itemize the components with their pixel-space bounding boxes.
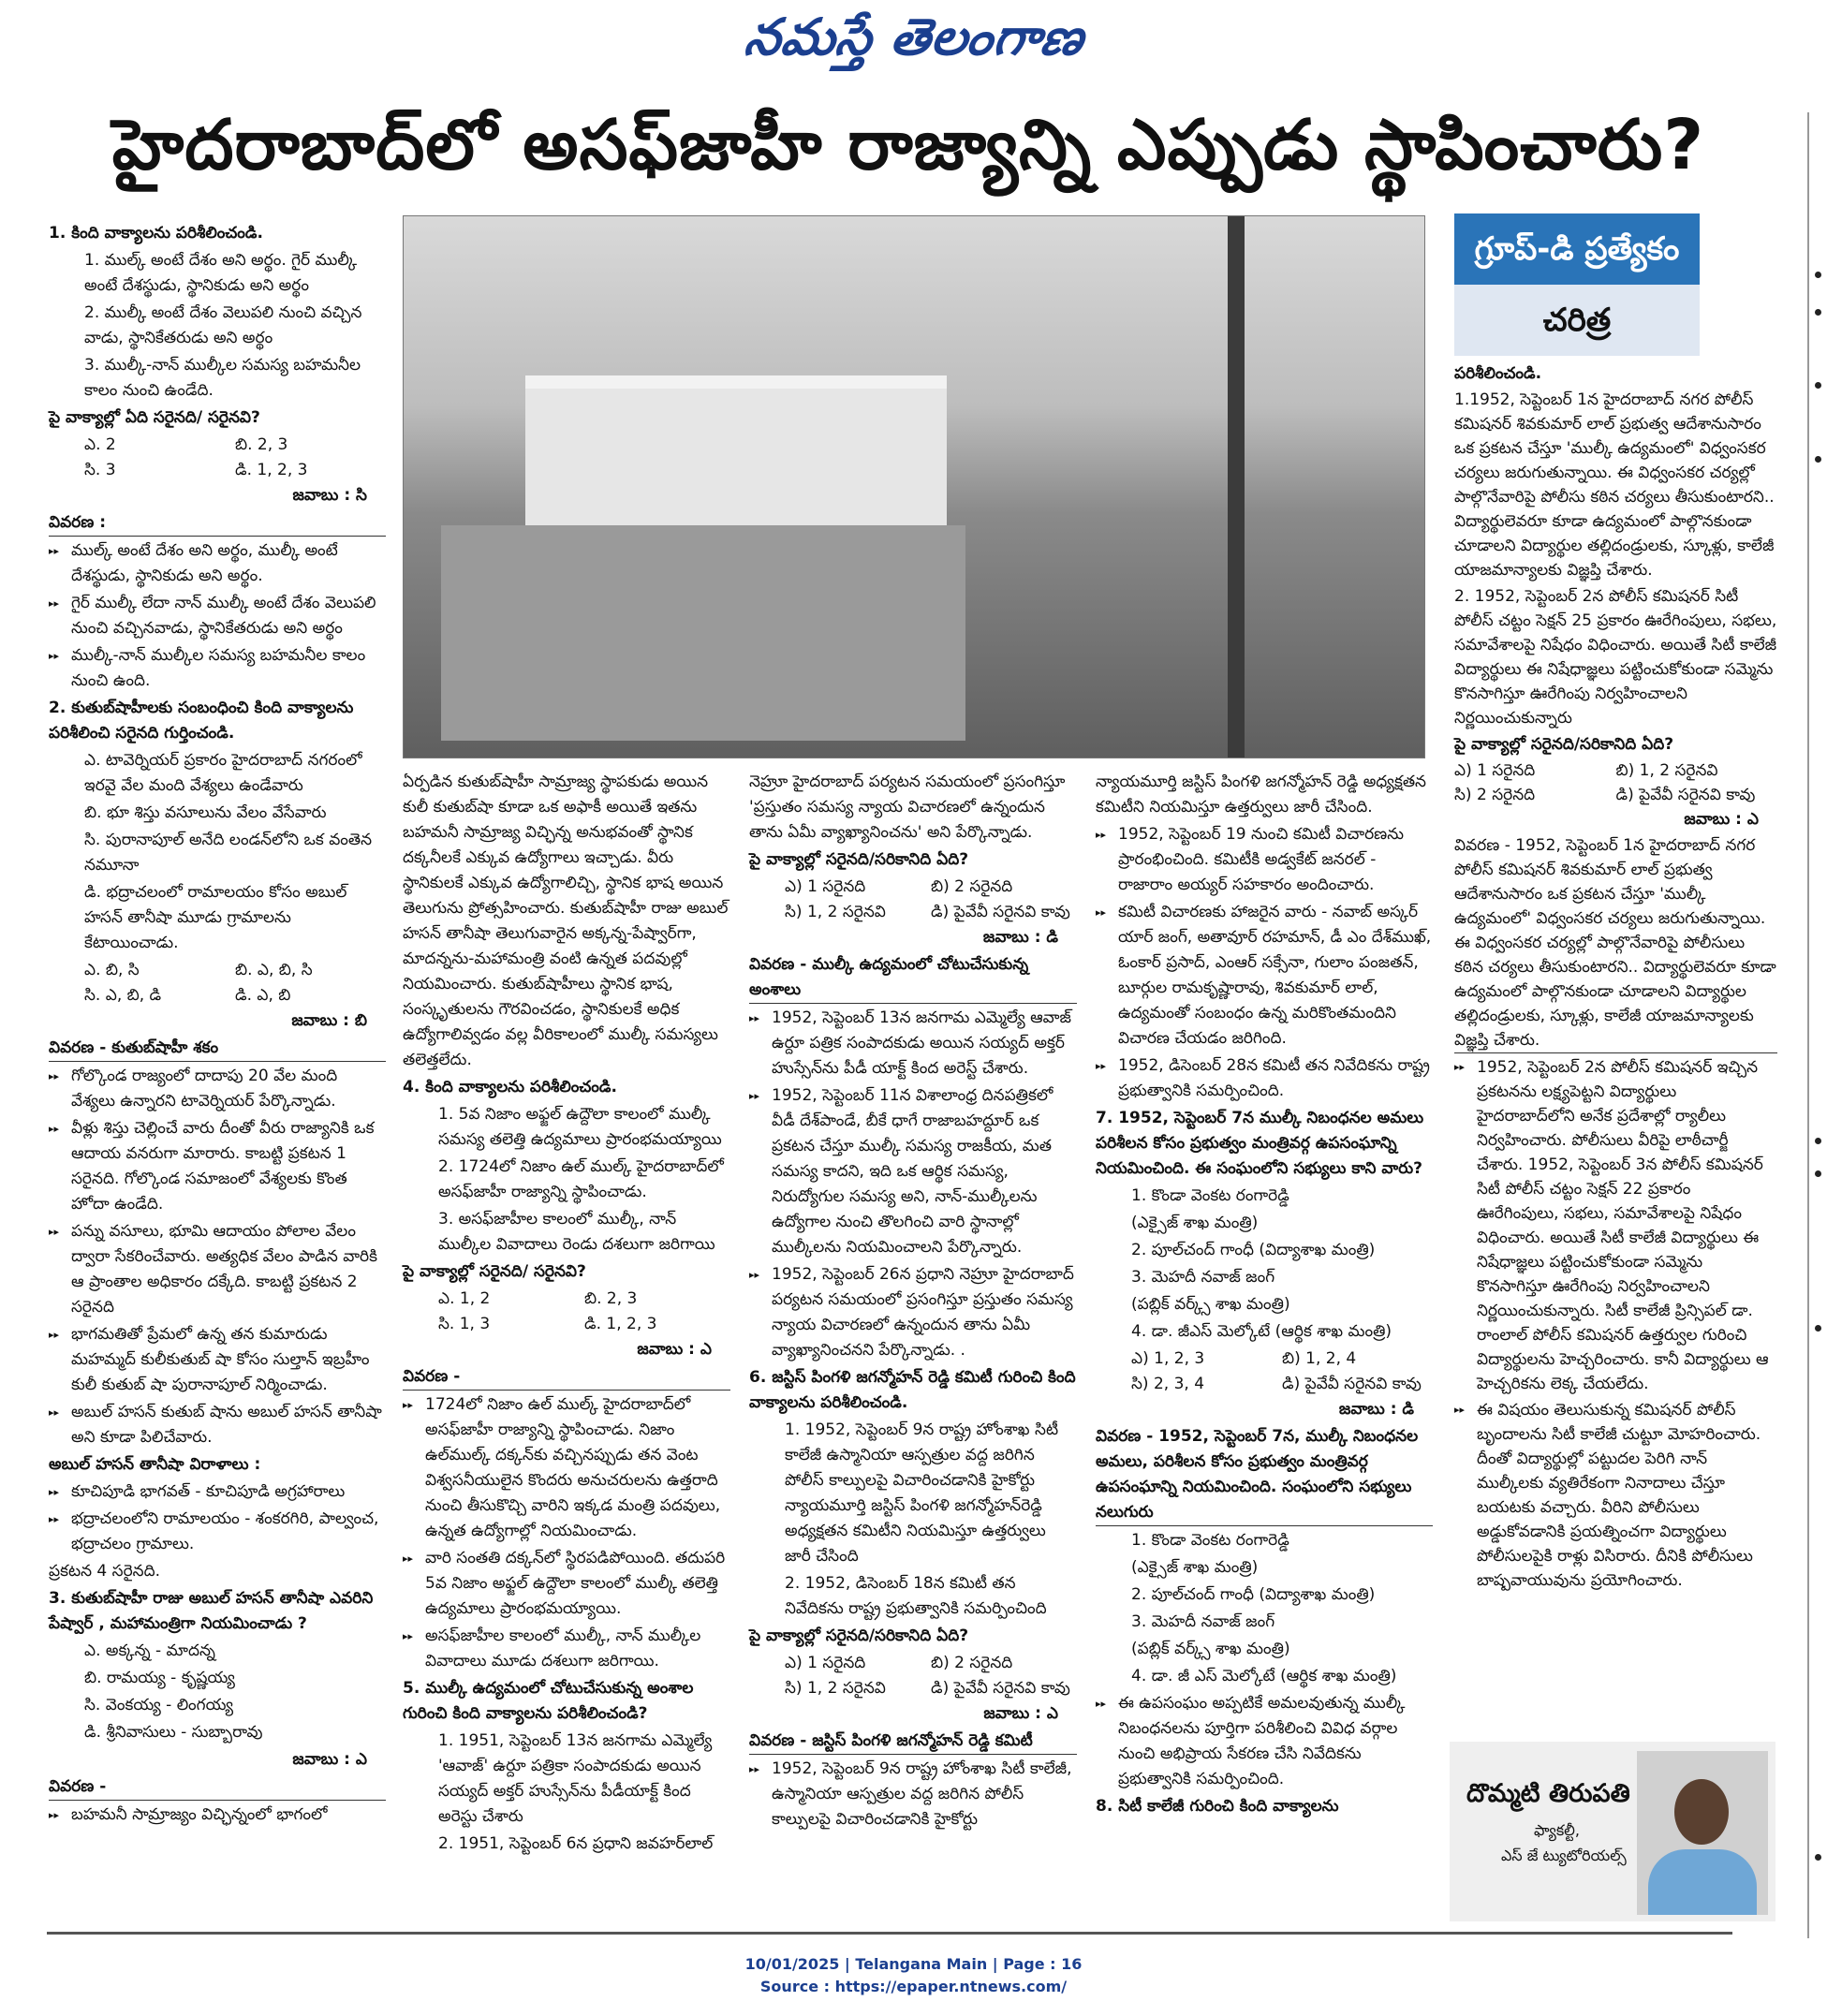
option: బి. ఎ, బి, సి bbox=[235, 961, 313, 979]
author-organization: ఎస్ జే ట్యుటోరియల్స్ bbox=[1501, 1847, 1627, 1864]
option: ఎ) 1, 2, 3 bbox=[1131, 1349, 1205, 1368]
statement: 4. డా. జీఎస్ మెల్కోటే (ఆర్థిక శాఖ మంత్రి) bbox=[1131, 1322, 1392, 1341]
author-photo-shirt bbox=[1648, 1849, 1757, 1915]
explanation-point: ▸▸ భద్రాచలంలోని రామాలయం - శంకరగిరి, పాల్వంచ, భద్రాచలం గ్రామాలు. bbox=[49, 1507, 386, 1557]
question-5: 5. ముల్కీ ఉద్యమంలో చోటుచేసుకున్న అంశాల గురించి కింది వాక్యాలను పరిశీలించండి? bbox=[403, 1679, 694, 1723]
explanation-point: ▸▸ 1952, సెప్టెంబర్ 13న జనగామ ఎమ్మెల్యే ఆవాజ్ ఉర్దూ పత్రిక సంపాదకుడు అయిన సయ్యద్ అక్తర్ హుస్సేన్‌ను పీడీ యాక్ట్ కింద అరెస్ట్ చేశారు. bbox=[749, 1006, 1077, 1082]
explanation-point: ▸▸ ముల్కీ-నాన్ ముల్కీల సమస్య బహమనీల కాలం నుంచి ఉంది. bbox=[49, 643, 386, 694]
options-row bbox=[49, 458, 386, 483]
option: డి. శ్రీనివాసులు - సుబ్బారావు bbox=[84, 1723, 263, 1742]
statement: 2. 1952, డిసెంబర్ 18న కమిటీ తన నివేదికను రాష్ట్ర ప్రభుత్వానికి సమర్పించింది bbox=[785, 1574, 1047, 1618]
option: సి) 1, 2 సరైనవి bbox=[785, 903, 886, 921]
options-row bbox=[1454, 783, 1777, 807]
explanation-point: ▸▸ గోల్కొండ రాజ్యంలో దాదాపు 20 వేల మంది వేశ్యలు ఉన్నారని టావెర్నియర్ పేర్కొన్నాడు. bbox=[49, 1064, 386, 1114]
options-row bbox=[749, 1676, 1077, 1701]
statement: 1. ముల్క్ అంటే దేశం అని అర్థం. గైర్ ముల్కీ అంటే దేశస్థుడు, స్థానికుడు అని అర్థం bbox=[84, 251, 358, 295]
statement: 2. 1951, సెప్టెంబర్ 6న ప్రధాని జవహర్‌లాల్ bbox=[438, 1834, 714, 1853]
options-row bbox=[403, 1287, 730, 1312]
edge-bullet bbox=[1815, 382, 1821, 389]
option: డి. 1, 2, 3 bbox=[584, 1315, 657, 1333]
question-prompt: పై వాక్యాల్లో సరైనది/సరికానిది ఏది? bbox=[1454, 735, 1674, 754]
edge-bullet bbox=[1815, 1138, 1821, 1144]
option: బి) 2 సరైనది bbox=[931, 877, 1013, 896]
column-3 bbox=[749, 770, 1077, 1834]
option: సి. 3 bbox=[84, 461, 116, 479]
explanation-point: ▸▸ 1952, సెప్టెంబర్ 19 నుంచి కమిటీ విచారణను ప్రారంభించింది. కమిటీకి అడ్వకేట్ జనరల్ - రాజారాం అయ్యర్ సహకారం అందించారు. bbox=[1096, 822, 1433, 898]
statement: డి. భద్రాచలంలో రామాలయం కోసం అబుల్ హసన్ తానీషా మూడు గ్రామాలను కేటాయించాడు. bbox=[84, 883, 347, 952]
question-4: 4. కింది వాక్యాలను పరిశీలించండి. bbox=[403, 1078, 617, 1096]
option: బి. 2, 3 bbox=[235, 435, 288, 454]
option: సి. ఎ, బి, డి bbox=[84, 986, 162, 1005]
masthead-logo: నమస్తే తెలంగాణ bbox=[741, 7, 1088, 66]
edge-bullet bbox=[1815, 309, 1821, 316]
options-row bbox=[49, 433, 386, 458]
option: సి. 1, 3 bbox=[438, 1315, 491, 1333]
column-5 bbox=[1454, 361, 1777, 1595]
edge-bullet bbox=[1815, 1170, 1821, 1177]
statement: 3. ముల్కీ-నాన్ ముల్కీల సమస్య బహమనీల కాలం నుంచి ఉండేది. bbox=[84, 356, 361, 400]
explanation-point: ▸▸ గైర్ ముల్కీ లేదా నాన్ ముల్కీ అంటే దేశం వెలుపలి నుంచి వచ్చినవాడు, స్థానికేతరుడు అని అర్థం bbox=[49, 591, 386, 641]
answer: జవాబు : డి bbox=[982, 928, 1058, 947]
column-4 bbox=[1096, 770, 1433, 1821]
explanation-point: ▸▸ అబుల్ హసన్ కుతుబ్ షాను అబుల్ హసన్ తానీషా అని కూడా పిలిచేవారు. bbox=[49, 1400, 386, 1450]
edge-bullet bbox=[1815, 456, 1821, 463]
explanation-point: ▸▸ అసఫ్‌జాహీల కాలంలో ముల్కీ, నాన్ ముల్కీల వివాదాలు మూడు దశలుగా జరిగాయి. bbox=[403, 1624, 730, 1674]
edge-bullet bbox=[1815, 1854, 1821, 1861]
explanation-point: ▸▸ బహమనీ సామ్రాజ్యం విచ్ఛిన్నంలో భాగంలో bbox=[49, 1803, 386, 1828]
page-headline: హైదరాబాద్‌లో అసఫ్‌జాహీ రాజ్యాన్ని ఎప్పుడు స్థాపించారు? bbox=[111, 105, 1705, 185]
statement: 4. డా. జీ ఎస్ మెల్కోటే (ఆర్థిక శాఖ మంత్రి) bbox=[1131, 1667, 1397, 1685]
question-prompt: పై వాక్యాల్లో సరైనది/ సరైనవి? bbox=[403, 1262, 586, 1281]
option: బి) 1, 2 సరైనవి bbox=[1615, 761, 1718, 780]
statement: 2. 1952, సెప్టెంబర్ 2న పోలీస్ కమిషనర్ సిటీ పోలీస్ చట్టం సెక్షన్ 25 ప్రకారం ఊరేగింపులు, సభలు, సమావేశాలపై నిషేధం విధించారు. అయితే సిటీ కాలేజీ విద్యార్థులు ఈ నిషేధాజ్ఞలు పట్టించుకోకుండా సమ్మెను కొనసాగిస్తూ ఊరేగింపు నిర్వహించాలని నిర్ణయించుకున్నారు bbox=[1454, 587, 1777, 728]
options-row bbox=[49, 983, 386, 1008]
question-7: 7. 1952, సెప్టెంబర్ 7న ముల్కీ నిబంధనల అమలు పరిశీలన కోసం ప్రభుత్వం మంత్రివర్గ ఉపసంఘాన్ని నియమించింది. ఈ సంఘంలోని సభ్యులు కాని వారు? bbox=[1096, 1109, 1424, 1178]
author-name: దొమ్మటి తిరుపతి bbox=[1466, 1779, 1630, 1808]
statement: 2. ముల్కీ అంటే దేశం వెలుపలి నుంచి వచ్చిన వాడు, స్థానికేతరుడు అని అర్థం bbox=[84, 303, 362, 347]
explanation-heading: వివరణ - ముల్కీ ఉద్యమంలో చోటుచేసుకున్న అంశాలు bbox=[749, 952, 1077, 1004]
paragraph: నెహ్రూ హైదరాబాద్ పర్యటన సమయంలో ప్రసంగిస్తూ 'ప్రస్తుతం సమస్య న్యాయ విచారణలో ఉన్నందున తాను ఏమీ వ్యాఖ్యానించను' అని పేర్కొన్నాడు. bbox=[749, 773, 1066, 842]
statement: (ఎక్సైజ్ శాఖ మంత్రి) bbox=[1131, 1214, 1259, 1232]
options-row bbox=[1454, 758, 1777, 783]
explanation-heading: వివరణ - 1952, సెప్టెంబర్ 1న హైదరాబాద్ నగర పోలీస్ కమిషనర్ శివకుమార్ లాల్ ప్రభుత్వ ఆదేశానుసారం ఒక ప్రకటన చేస్తూ 'ముల్కీ ఉద్యమంలో' విధ్వంసకర చర్యలు జరుగుతున్నాయి. ఈ విధ్వంసకర చర్యల్లో పాల్గొనేవారిపై పోలీసులు కఠిన చర్యలు తీసుకుంటారని.. విద్యార్థులెవరూ కూడా ఉద్యమంలో పాల్గొనకుండా చూడాలని విద్యార్థుల తల్లిదండ్రులకు, స్కూళ్లు, కాలేజీ యాజమాన్యాలకు విజ్ఞప్తి చేశారు. bbox=[1454, 833, 1777, 1053]
paragraph: న్యాయమూర్తి జస్టిస్ పింగళి జగన్మోహన్ రెడ్డి అధ్యక్షతన కమిటీని నియమిస్తూ ఉత్తర్వులు జారీ చేసింది. bbox=[1096, 773, 1426, 817]
options-row bbox=[749, 875, 1077, 900]
option: డి) పైవేవీ సరైనవి కావు bbox=[1282, 1375, 1422, 1393]
explanation-point: ▸▸ 1952, సెప్టెంబర్ 11న విశాలాంధ్ర దినపత్రికలో వీడీ దేశ్‌పాండే, బీకే ధాగే రాజాబహద్దూర్ ఒక ప్రకటన చేస్తూ ముల్కీ సమస్య రాజకీయ, మత సమస్య కాదని, ఇది ఒక ఆర్థిక సమస్య, నిరుద్యోగుల సమస్య అని, నాన్-ముల్కీలను ఉద్యోగాల నుంచి తొలగించి వారి స్థానాల్లో ముల్కీలను నియమించాలని పేర్కొన్నారు. bbox=[749, 1083, 1077, 1260]
option: బి. 2, 3 bbox=[584, 1289, 638, 1308]
question-prompt: పై వాక్యాల్లో సరైనది/సరికానిది ఏది? bbox=[749, 1626, 969, 1645]
paragraph: పరిశీలించండి. bbox=[1454, 364, 1542, 383]
statement: 2. పూల్‌చంద్ గాంధీ (విద్యాశాఖ మంత్రి) bbox=[1131, 1241, 1376, 1259]
answer: జవాబు : బి bbox=[291, 1011, 367, 1030]
explanation-point: ▸▸ 1952, సెప్టెంబర్ 26న ప్రధాని నెహ్రూ హైదరాబాద్ పర్యటన సమయంలో ప్రసంగిస్తూ ప్రస్తుతం సమస్య న్యాయ విచారణలో ఉన్నందున తాను ఏమీ వ్యాఖ్యానించనని పేర్కొన్నాడు. . bbox=[749, 1262, 1077, 1363]
explanation-point: ▸▸ ఈ ఉపసంఘం అప్పటికే అమలవుతున్న ముల్కీ నిబంధనలను పూర్తిగా పరిశీలించి వివిధ వర్గాల నుంచి అభిప్రాయ సేకరణ చేసి నివేదికను ప్రభుత్వానికి సమర్పించింది. bbox=[1096, 1691, 1433, 1792]
option: డి) పైవేవీ సరైనవి కావు bbox=[1615, 786, 1756, 804]
statement: ఎ. టావెర్నియర్ ప్రకారం హైదరాబాద్ నగరంలో ఇరవై వేల మంది వేశ్యలు ఉండేవారు bbox=[84, 751, 362, 795]
reflecting-pool bbox=[441, 525, 965, 741]
explanation-point: ▸▸ పన్ను వసూలు, భూమి ఆదాయం పోలాల వేలం ద్వారా సేకరించేవారు. అత్యధిక వేలం పాడిన వారికి ఆ ప్రాంతాల అధికారం దక్కేది. కాబట్టి ప్రకటన 2 సరైనది bbox=[49, 1219, 386, 1320]
author-role: ఫ్యాకల్టీ, bbox=[1534, 1821, 1580, 1839]
question-6: 6. జస్టిస్ పింగళి జగన్మోహన్ రెడ్డి కమిటీ గురించి కింది వాక్యాలను పరిశీలించండి. bbox=[749, 1368, 1076, 1412]
explanation-heading: వివరణ - 1952, సెప్టెంబర్ 7న, ముల్కీ నిబంధనల అమలు, పరిశీలన కోసం ప్రభుత్వం మంత్రివర్గ ఉపసంఘాన్ని నియమించింది. సంఘంలోని సభ్యులు నలుగురు bbox=[1096, 1424, 1433, 1526]
option: ఎ. 2 bbox=[84, 435, 116, 454]
option: ఎ) 1 సరైనది bbox=[1454, 761, 1536, 780]
options-row bbox=[49, 958, 386, 983]
explanation-point: ▸▸ వారి సంతతి దక్కన్‌లో స్థిరపడిపోయింది. తదుపరి 5వ నిజాం అఫ్జల్ ఉద్దౌలా కాలంలో ముల్కీ తలెత్తి ఉద్యమాలు ప్రారంభమయ్యాయి. bbox=[403, 1546, 730, 1622]
option: బి) 2 సరైనది bbox=[931, 1654, 1013, 1672]
statement: (పబ్లిక్ వర్క్స్ శాఖ మంత్రి) bbox=[1131, 1295, 1290, 1314]
statement: 1.1952, సెప్టెంబర్ 1న హైదరాబాద్ నగర పోలీస్ కమిషనర్ శివకుమార్ లాల్ ప్రభుత్వ ఆదేశానుసారం ఒక ప్రకటన చేస్తూ 'ముల్కీ ఉద్యమంలో' విధ్వంసకర చర్యలు జరుగుతున్నాయి. ఈ విధ్వంసకర చర్యల్లో పాల్గొనేవారిపై పోలీసు కఠిన చర్యలు తీసుకుంటారని.. విద్యార్థులెవరూ కూడా ఉద్యమంలో పాల్గొనకుండా చూడాలని విద్యార్థుల తల్లిదండ్రులకు, స్కూళ్లు, కాలేజీ యాజమాన్యాలకు విజ్ఞప్తి చేశారు. bbox=[1454, 390, 1775, 580]
option: ఎ) 1 సరైనది bbox=[785, 1654, 866, 1672]
statement: 1. 1951, సెప్టెంబర్ 13న జనగామ ఎమ్మెల్యే 'ఆవాజ్' ఉర్దూ పత్రికా సంపాదకుడు అయిన సయ్యద్ అక్తర్ హుస్సేన్‌ను పీడీయాక్ట్ కింద అరెస్టు చేశారు bbox=[438, 1731, 713, 1826]
explanation-heading: వివరణ - bbox=[403, 1364, 730, 1391]
option: డి) పైవేవీ సరైనవి కావు bbox=[931, 903, 1070, 921]
explanation-heading: వివరణ - bbox=[49, 1774, 386, 1801]
masthead bbox=[0, 7, 1827, 80]
options-row bbox=[1096, 1372, 1433, 1397]
option: సి) 2, 3, 4 bbox=[1131, 1375, 1205, 1393]
group-d-special-badge: గ్రూప్-డి ప్రత్యేకం bbox=[1454, 213, 1700, 285]
explanation-point: ▸▸ కూచిపూడి భాగవత్ - కూచిపూడి అగ్రహారాలు bbox=[49, 1479, 386, 1505]
footer-source: Source : https://epaper.ntnews.com/ bbox=[759, 1978, 1068, 1995]
explanation-subheading: అబుల్ హసన్ తానీషా విరాళాలు : bbox=[49, 1455, 261, 1474]
option: డి. 1, 2, 3 bbox=[235, 461, 308, 479]
options-row bbox=[1096, 1346, 1433, 1372]
options-row bbox=[749, 900, 1077, 925]
options-row bbox=[749, 1651, 1077, 1676]
option: బి) 1, 2, 4 bbox=[1282, 1349, 1357, 1368]
explanation-heading: వివరణ - కుతుబ్‌షాహీ శకం bbox=[49, 1036, 386, 1062]
statement: 3. మెహదీ నవాజ్ జంగ్ bbox=[1131, 1612, 1275, 1631]
option: డి) పైవేవీ సరైనవి కావు bbox=[931, 1679, 1070, 1698]
answer: జవాబు : డి bbox=[1338, 1400, 1414, 1419]
statement: సి. పురానాపూల్ అనేది లండన్‌లోని ఒక వంతెన నమూనా bbox=[84, 831, 373, 875]
explanation-heading: వివరణ : bbox=[49, 510, 386, 537]
question-prompt: పై వాక్యాల్లో సరైనది/సరికానిది ఏది? bbox=[749, 850, 969, 869]
footer-divider bbox=[47, 1932, 1732, 1935]
author-photo-head bbox=[1674, 1779, 1729, 1845]
question-3: 3. కుతుబ్‌షాహీ రాజు అబుల్ హసన్ తానీషా ఎవరిని పేష్వార్ , మహామంత్రిగా నియమించాడు ? bbox=[49, 1589, 374, 1633]
explanation-point: ప్రకటన 4 సరైనది. bbox=[49, 1562, 160, 1581]
option: ఎ. 1, 2 bbox=[438, 1289, 491, 1308]
explanation-heading: వివరణ - జస్టిస్ పింగళి జగన్మోహన్ రెడ్డి కమిటీ bbox=[749, 1729, 1077, 1755]
statement: 2. పూల్‌చంద్ గాంధీ (విద్యాశాఖ మంత్రి) bbox=[1131, 1585, 1376, 1604]
option: సి. వెంకయ్య - లింగయ్య bbox=[84, 1696, 234, 1714]
question-1: 1. కింది వాక్యాలను పరిశీలించండి. bbox=[49, 224, 263, 243]
edge-bullet bbox=[1815, 1325, 1821, 1332]
historic-palace-photo bbox=[403, 215, 1425, 758]
answer: జవాబు : ఎ bbox=[1684, 810, 1759, 829]
option: డి. ఎ, బి bbox=[235, 986, 291, 1005]
answer: జవాబు : ఎ bbox=[637, 1340, 712, 1359]
statement: (పబ్లిక్ వర్క్స్ శాఖ మంత్రి) bbox=[1131, 1640, 1290, 1658]
statement: 1. 1952, సెప్టెంబర్ 9న రాష్ట్ర హోంశాఖ సిటీ కాలేజీ ఉస్మానియా ఆస్పత్రుల వద్ద జరిగిన పోలీస్ కాల్పులపై విచారించడానికి హైకోర్టు న్యాయమూర్తి జస్టిస్ పింగళి జగన్మోహన్‌రెడ్డి అధ్యక్షతన కమిటీని నియమిస్తూ ఉత్తర్వులు జారీ చేసింది bbox=[785, 1420, 1059, 1566]
answer: జవాబు : ఎ bbox=[292, 1750, 367, 1769]
option: సి) 1, 2 సరైనవి bbox=[785, 1679, 886, 1698]
explanation-point: ▸▸ 1952, డిసెంబర్ 28న కమిటీ తన నివేదికను రాష్ట్ర ప్రభుత్వానికి సమర్పించింది. bbox=[1096, 1053, 1433, 1104]
statement: 1. 5వ నిజాం అఫ్జల్ ఉద్దౌలా కాలంలో ముల్కీ సమస్య తలెత్తి ఉద్యమాలు ప్రారంభమయ్యాయి bbox=[438, 1105, 722, 1149]
explanation-point: ▸▸ 1952, సెప్టెంబర్ 2న పోలీస్ కమిషనర్ ఇచ్చిన ప్రకటనను లక్ష్యపెట్టని విద్యార్థులు హైదరాబాద్‌లోని అనేక ప్రదేశాల్లో ర్యాలీలు నిర్వహించారు. పోలీసులు వీరిపై లాఠీచార్జీ చేశారు. 1952, సెప్టెంబర్ 3న పోలీస్ కమిషనర్ సిటీ పోలీస్ చట్టం సెక్షన్ 22 ప్రకారం ఊరేగింపులు, సభలు, సమావేశాలపై నిషేధం విధించారు. అయితే సిటీ కాలేజీ విద్యార్థులు ఈ నిషేధాజ్ఞలు పట్టించుకోకుండా సమ్మెను కొనసాగిస్తూ ఊరేగింపు నిర్వహించాలని నిర్ణయించుకున్నారు. సిటీ కాలేజీ ప్రిన్సిపల్ డా. రాంలాల్ పోలీస్ కమిషనర్ ఉత్తర్వుల గురించి విద్యార్థులను హెచ్చరించారు. కానీ విద్యార్థులు ఆ హెచ్చరికను లెక్క చేయలేదు. bbox=[1454, 1055, 1777, 1396]
answer: జవాబు : సి bbox=[292, 486, 367, 505]
question-2: 2. కుతుబ్‌షాహీలకు సంబంధించి కింది వాక్యాలను పరిశీలించి సరైనది గుర్తించండి. bbox=[49, 699, 354, 743]
explanation-point: ▸▸ 1724లో నిజాం ఉల్ ముల్క్ హైదరాబాద్‌లో అసఫ్‌జాహీ రాజ్యాన్ని స్థాపించాడు. నిజాం ఉల్‌ముల్క్ దక్కన్‌కు వచ్చినప్పుడు తన వెంట విశ్వసనీయులైన కొందరు అనుచరులను ఉత్తరాది నుంచి తీసుకొచ్చి వారిని ఇక్కడ మంత్రి పదవులు, ఉన్నత ఉద్యోగాల్లో నియమించాడు. bbox=[403, 1392, 730, 1544]
column-1 bbox=[49, 221, 386, 1830]
footer-edition: 10/01/2025 | Telangana Main | Page : 16 bbox=[744, 1955, 1083, 1973]
explanation-point: ▸▸ ముల్క్ అంటే దేశం అని అర్థం, ముల్కీ అంటే దేశస్థుడు, స్థానికుడు అని అర్థం. bbox=[49, 538, 386, 589]
statement: 3. మెహదీ నవాజ్ జంగ్ bbox=[1131, 1268, 1275, 1287]
column-2 bbox=[403, 770, 730, 1859]
statement: 1. కొండా వెంకట రంగారెడ్డి bbox=[1131, 1186, 1289, 1205]
explanation-point: ▸▸ భాగమతితో ప్రేమలో ఉన్న తన కుమారుడు మహమ్మద్ కులీకుతుబ్ షా కోసం సుల్తాన్ ఇబ్రహీం కులీ కుతుబ్ షా పురానాపూల్ నిర్మించాడు. bbox=[49, 1322, 386, 1398]
statement: బి. భూ శిస్తు వసూలును వేలం వేసేవారు bbox=[84, 803, 327, 822]
question-8: 8. సిటీ కాలేజీ గురించి కింది వాక్యాలను bbox=[1096, 1797, 1339, 1816]
explanation-point: ▸▸ కమిటీ విచారణకు హాజరైన వారు - నవాబ్ అస్కర్ యార్ జంగ్, అతావూర్ రహమాన్, డీ ఎం దేశ్‌ముఖ్, ఓంకార్ ప్రసాద్, ఎంఆర్ సక్సేనా, గులాం పంజతన్, బూర్గుల రామకృష్ణారావు, శివకుమార్ లాల్, ఉద్యమంతో సంబంధం ఉన్న మరికొంతమందిని విచారణ చేయడం జరిగింది. bbox=[1096, 900, 1433, 1052]
options-row bbox=[403, 1312, 730, 1337]
explanation-point: ▸▸ 1952, సెప్టెంబర్ 9న రాష్ట్ర హోంశాఖ సిటీ కాలేజీ, ఉస్మానియా ఆస్పత్రుల వద్ద జరిగిన పోలీస్ కాల్పులపై విచారించడానికి హైకోర్టు bbox=[749, 1757, 1077, 1832]
option: ఎ) 1 సరైనది bbox=[785, 877, 866, 896]
statement: 2. 1724లో నిజాం ఉల్ ముల్క్ హైదరాబాద్‌లో అసఫ్‌జాహీ రాజ్యాన్ని స్థాపించాడు. bbox=[438, 1157, 724, 1201]
subject-badge: చరిత్ర bbox=[1454, 285, 1700, 356]
author-box bbox=[1450, 1742, 1775, 1921]
explanation-point: ▸▸ ఈ విషయం తెలుసుకున్న కమిషనర్ పోలీస్ బృందాలను సిటీ కాలేజీ చుట్టూ మోహరించారు. దీంతో విద్యార్థుల్లో పట్టుదల పెరిగి నాన్ ముల్కీలకు వ్యతిరేకంగా నినాదాలు చేస్తూ బయటకు వచ్చారు. వీరిని పోలీసులు అడ్డుకోవడానికి ప్రయత్నించగా విద్యార్థులు పోలీసులపైకి రాళ్లు విసిరారు. దీనికి పోలీసులు బాష్పవాయువును ప్రయోగించారు. bbox=[1454, 1398, 1777, 1593]
statement: 3. అసఫ్‌జాహీల కాలంలో ముల్కీ, నాన్ ముల్కీల వివాదాలు రెండు దశలుగా జరిగాయి bbox=[438, 1210, 715, 1254]
palm-tree bbox=[1228, 216, 1245, 758]
statement: 1. కొండా వెంకట రంగారెడ్డి bbox=[1131, 1531, 1289, 1550]
question-prompt: పై వాక్యాల్లో ఏది సరైనది/ సరైనవి? bbox=[49, 408, 260, 427]
explanation-point: ▸▸ వీళ్లు శిస్తు చెల్లించే వారు దీంతో వీరు రాజ్యానికి ఒక ఆదాయ వనరుగా మారారు. కాబట్టి ప్రకటన 1 సరైనది. గోల్కొండ సమాజంలో వేశ్యలకు కొంత హోదా ఉండేది. bbox=[49, 1116, 386, 1217]
option: సి) 2 సరైనది bbox=[1454, 786, 1536, 804]
author-photo bbox=[1637, 1751, 1768, 1915]
option: ఎ. అక్కన్న - మాదన్న bbox=[84, 1641, 215, 1660]
paragraph: ఏర్పడిన కుతుబ్‌షాహీ సామ్రాజ్య స్థాపకుడు అయిన కులీ కుతుబ్‌షా కూడా ఒక అఫాకీ అయితే ఇతను బహమనీ సామ్రాజ్య విచ్ఛిన్న అనుభవంతో స్థానిక దక్కనీలకే ఎక్కువ ఉద్యోగాలు ఇచ్చాడు. వీరు స్థానికులకే ఎక్కువ ఉద్యోగాలిచ్చి, స్థానిక భాష అయిన తెలుగును ప్రోత్సహించారు. కుతుబ్‌షాహీ రాజు అబుల్ హసన్ తానీషా తెలుగువారైన అక్కన్న-పేష్వార్‌గా, మాదన్నను-మహామంత్రి వంటి ఉన్నత పదవుల్లో నియమించారు. కుతుబ్‌షాహీలు స్థానిక భాష, సంస్కృతులను గౌరవించడం, స్థానికులకే అధిక ఉద్యోగాలివ్వడం వల్ల వీరికాలంలో ముల్కీ సమస్యలు తలెత్తలేదు. bbox=[403, 773, 729, 1069]
option: బి. రామయ్య - కృష్ణయ్య bbox=[84, 1669, 235, 1687]
statement: (ఎక్సైజ్ శాఖ మంత్రి) bbox=[1131, 1558, 1259, 1577]
option: ఎ. బి, సి bbox=[84, 961, 140, 979]
edge-bullet bbox=[1815, 272, 1821, 278]
answer: జవాబు : ఎ bbox=[983, 1704, 1058, 1723]
